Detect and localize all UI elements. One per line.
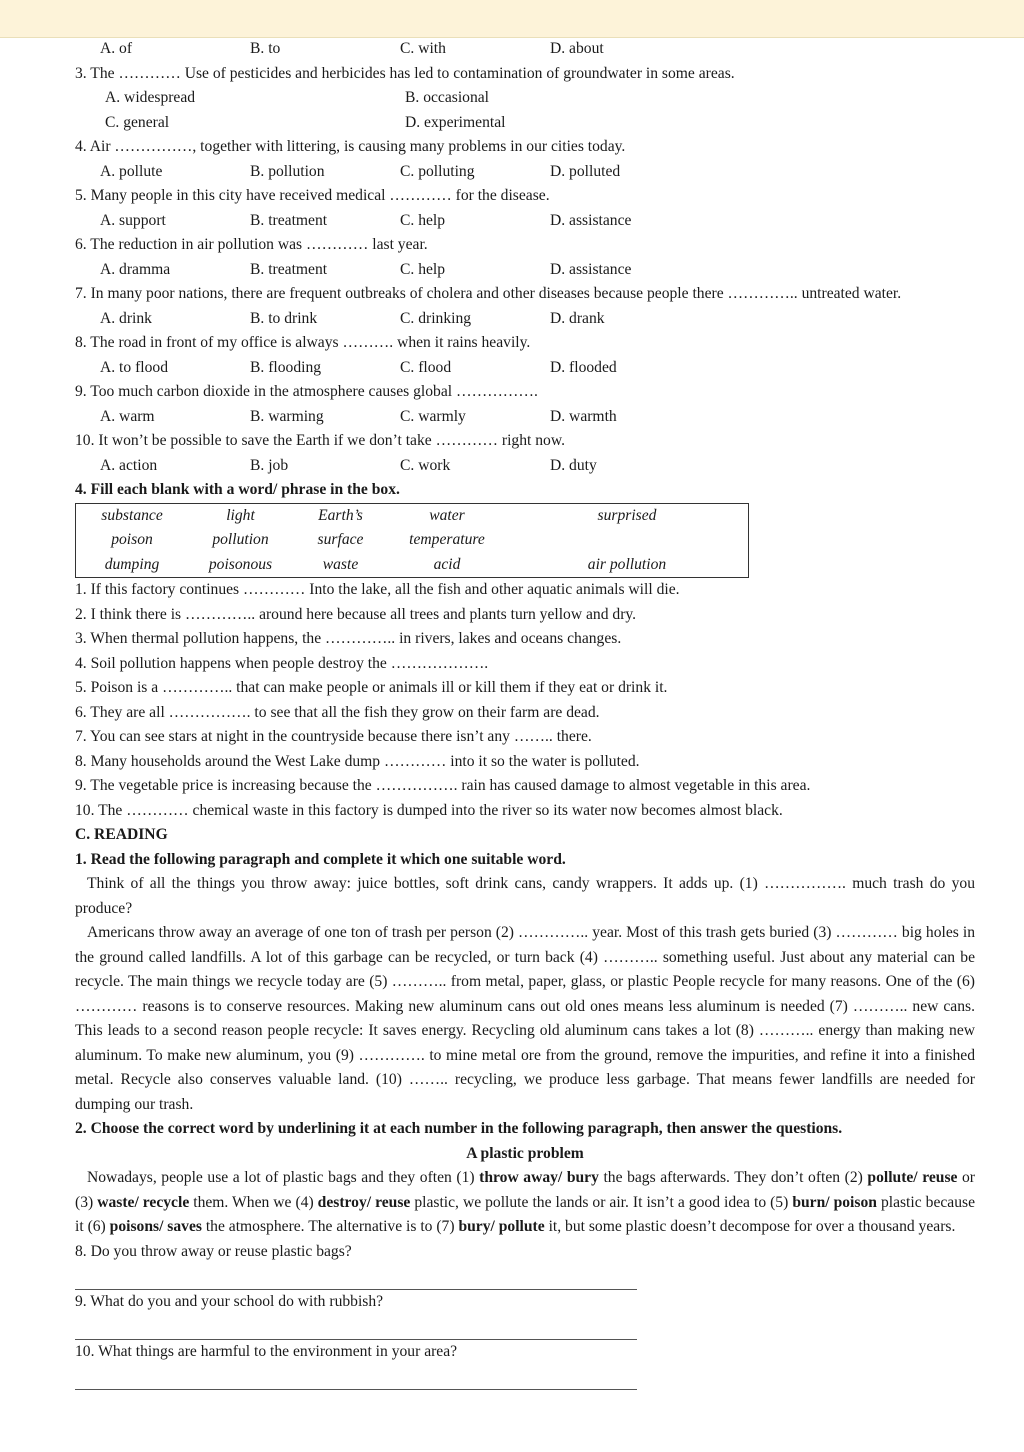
word: light <box>226 506 255 524</box>
word: poisonous <box>208 555 273 573</box>
word: acid <box>433 555 461 573</box>
reading-question-8: 8. Do you throw away or reuse plastic bags? <box>75 1242 352 1260</box>
word: pollution <box>212 531 269 548</box>
option: C. help <box>400 211 446 229</box>
worksheet-page <box>75 37 975 1390</box>
question-4: 4. Air ……………, together with littering, is causing many problems in our cities today. <box>75 138 626 155</box>
question-3: 3. The ………… Use of pesticides and herbicides has led to contamination of groundwater in some areas. <box>75 64 735 82</box>
text-run: Nowadays, people use a lot of plastic bags and they often (1) <box>87 1169 480 1186</box>
reading-2-paragraph <box>75 1166 975 1240</box>
text-run: the atmosphere. The alternative is to (7) <box>201 1218 459 1235</box>
option: B. to <box>250 40 281 57</box>
fill-item: 3. When thermal pollution happens, the ………….. in rivers, lakes and oceans changes. <box>75 630 622 647</box>
word: water <box>429 506 465 524</box>
text-run: plastic, we pollute the lands or air. It isn’t a good idea to (5) <box>410 1193 793 1211</box>
option: B. occasional <box>405 89 490 106</box>
option: B. treatment <box>250 211 328 229</box>
option: D. assistance <box>550 260 632 278</box>
option: A. warm <box>100 407 155 425</box>
option: D. duty <box>550 456 597 474</box>
option: A. of <box>100 40 133 57</box>
choice-5: burn/ poison <box>792 1193 877 1211</box>
reading-2-subtitle: A plastic problem <box>466 1144 584 1162</box>
q8-options <box>75 356 975 381</box>
option: A. to flood <box>100 358 169 376</box>
word: temperature <box>409 531 485 548</box>
section-4-title: 4. Fill each blank with a word/ phrase in the box. <box>75 481 400 498</box>
word: poison <box>111 531 153 548</box>
fill-item: 7. You can see stars at night in the countryside because there isn’t any …….. there. <box>75 728 592 745</box>
option: C. work <box>400 456 451 474</box>
option: D. experimental <box>405 113 506 131</box>
option: A. widespread <box>105 89 196 106</box>
text-run: them. When we (4) <box>189 1193 318 1211</box>
choice-1: throw away/ bury <box>479 1169 599 1186</box>
word: surprised <box>597 506 657 524</box>
q2-options <box>75 37 975 62</box>
reading-question-10: 10. What things are harmful to the environment in your area? <box>75 1342 458 1360</box>
reading-1-paragraph-2: Americans throw away an average of one ton of trash per person (2) ………….. year. Most of this trash gets buried (3) ………… big holes in the ground called landfills. A lot of this garbage can be recycled, or turn back (4) ……….. something useful. Just about any material can be recycle. The main things we recycle today are (5) ……….. from metal, paper, glass, or plastic People recycle for many reasons. One of the (6) ………… reasons is to conserve resources. Making new aluminum cans out old ones means less aluminum is needed (7) ……….. new cans. This leads to a second reason people recycle: It saves energy. Recycling old aluminum cans takes a lot (8) ……….. energy than making new aluminum. To make new aluminum, you (9) …………. to mine metal ore from the ground, remove the impurities, and refine it into a finished metal. Recycle also conserves valuable land. (10) …….. recycling, we produce less garbage. That means fewer landfills are needed for dumping our trash. <box>75 924 975 1113</box>
fill-item: 2. I think there is ………….. around here because all trees and plants turn yellow and dry. <box>75 605 637 623</box>
option: A. pollute <box>100 162 163 180</box>
q5-options <box>75 209 975 234</box>
word-box-row <box>76 504 748 529</box>
fill-item: 9. The vegetable price is increasing because the ……………. rain has caused damage to almost vegetable in this area. <box>75 777 811 794</box>
choice-6: poisons/ saves <box>109 1218 202 1235</box>
option: C. flood <box>400 358 452 376</box>
q3-options-row2 <box>75 111 975 136</box>
text-run: the bags afterwards. They don’t often (2) <box>598 1169 868 1186</box>
option: D. flooded <box>550 358 617 376</box>
word: surface <box>317 531 364 548</box>
option: C. help <box>400 260 446 278</box>
option: C. general <box>105 113 170 131</box>
question-8: 8. The road in front of my office is always ………. when it rains heavily. <box>75 334 531 351</box>
reading-1-paragraph-1: Think of all the things you throw away: juice bottles, soft drink cans, candy wrappers. It adds up. (1) ……………. much trash do you produce? <box>75 875 975 917</box>
q10-options <box>75 454 975 479</box>
text-run: or (3) <box>75 1169 975 1211</box>
word: dumping <box>104 555 160 573</box>
reading-1-title: 1. Read the following paragraph and complete it which one suitable word. <box>75 850 566 868</box>
reading-2-title: 2. Choose the correct word by underlining it at each number in the following paragraph, then answer the questions. <box>75 1120 843 1137</box>
fill-item: 6. They are all ……………. to see that all the fish they grow on their farm are dead. <box>75 703 600 721</box>
question-7: 7. In many poor nations, there are frequent outbreaks of cholera and other diseases because people there ………….. untreated water. <box>75 285 902 302</box>
question-5: 5. Many people in this city have received medical ………… for the disease. <box>75 187 550 204</box>
word-box-row <box>76 553 748 578</box>
reading-question-9: 9. What do you and your school do with rubbish? <box>75 1292 384 1310</box>
q6-options <box>75 258 975 283</box>
word: air pollution <box>587 555 667 573</box>
word: Earth’s <box>318 506 363 524</box>
top-banner <box>0 0 1024 38</box>
option: C. drinking <box>400 309 472 327</box>
option: D. assistance <box>550 211 632 229</box>
text-run: plastic because it (6) <box>75 1193 976 1235</box>
answer-line[interactable] <box>75 1364 637 1390</box>
word-box-row <box>76 528 748 553</box>
option: B. treatment <box>250 260 328 278</box>
word: waste <box>322 555 359 573</box>
question-9: 9. Too much carbon dioxide in the atmosphere causes global ……………. <box>75 383 538 400</box>
option: B. warming <box>250 407 324 425</box>
fill-item: 1. If this factory continues ………… Into the lake, all the fish and other aquatic animals will die. <box>75 581 680 598</box>
option: B. job <box>250 456 289 474</box>
word <box>506 528 748 553</box>
option: C. with <box>400 40 446 57</box>
fill-item: 10. The ………… chemical waste in this factory is dumped into the river so its water now becomes almost black. <box>75 801 783 819</box>
choice-4: destroy/ reuse <box>317 1193 411 1211</box>
answer-line[interactable] <box>75 1314 637 1340</box>
option: A. support <box>100 211 166 229</box>
text-run: it, but some plastic doesn’t decompose for over a thousand years. <box>544 1218 956 1235</box>
option: A. action <box>100 456 158 474</box>
option: B. flooding <box>250 358 322 376</box>
fill-item: 4. Soil pollution happens when people destroy the ………………. <box>75 654 489 672</box>
fill-item: 8. Many households around the West Lake dump ………… into it so the water is polluted. <box>75 752 640 770</box>
q7-options <box>75 307 975 332</box>
question-6: 6. The reduction in air pollution was ………… last year. <box>75 236 428 253</box>
answer-line[interactable] <box>75 1264 637 1290</box>
fill-item: 5. Poison is a ………….. that can make people or animals ill or kill them if they eat or drink it. <box>75 679 668 696</box>
option: D. drank <box>550 309 605 327</box>
q3-options-row1 <box>75 86 975 111</box>
option: C. polluting <box>400 162 475 180</box>
choice-7: bury/ pollute <box>458 1218 545 1235</box>
q4-options <box>75 160 975 185</box>
choice-2: pollute/ reuse <box>867 1169 958 1186</box>
reading-heading: C. READING <box>75 826 168 843</box>
choice-3: waste/ recycle <box>97 1193 190 1211</box>
option: D. about <box>550 40 604 57</box>
option: B. pollution <box>250 162 325 180</box>
option: D. polluted <box>550 162 621 180</box>
option: D. warmth <box>550 407 617 425</box>
option: B. to drink <box>250 309 318 327</box>
word-box <box>75 503 749 579</box>
option: A. drink <box>100 309 152 327</box>
q9-options <box>75 405 975 430</box>
word: substance <box>101 506 163 524</box>
option: A. dramma <box>100 260 171 278</box>
question-10: 10. It won’t be possible to save the Earth if we don’t take ………… right now. <box>75 432 565 449</box>
option: C. warmly <box>400 407 466 425</box>
